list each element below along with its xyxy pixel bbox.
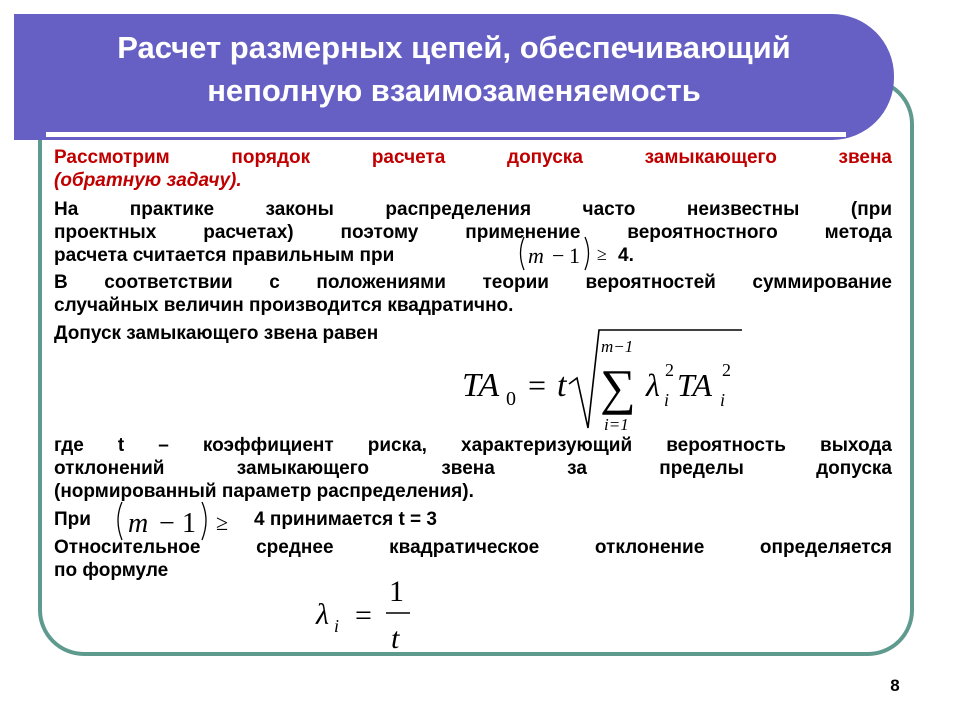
practice-line-2: проектных расчетах) поэтому применение вероятностного метода — [54, 222, 892, 243]
tolerance-label: Допуск замыкающего звена равен — [54, 323, 379, 344]
formula-ta-sub: 0 — [506, 388, 516, 410]
risk-line-2: отклонений замыкающего звена за пределы допуска — [54, 458, 892, 479]
practice-line-1: На практике законы распределения часто неизвестны (при — [54, 199, 892, 220]
formula-lambda: λ — [646, 367, 660, 403]
practice-line-3: расчета считается правильным при — [54, 245, 395, 266]
theory-line-1: В соответствии с положениями теории вероятностей суммирование — [54, 272, 892, 293]
formula3-den: t — [391, 622, 400, 655]
sum-symbol: ∑ — [600, 359, 636, 415]
theory-line-2: случайных величин производится квадратично. — [54, 295, 514, 316]
formula2-one: 1 — [182, 508, 196, 539]
formula2-minus: − — [159, 508, 175, 539]
ta-sup: 2 — [722, 360, 731, 380]
formula2-geq: ≥ — [216, 510, 229, 535]
formula3-equals: = — [355, 599, 372, 632]
formula-m: m — [528, 243, 544, 268]
condition-formula — [512, 234, 612, 274]
page-number: 8 — [890, 676, 900, 695]
slide-title-line-1: Расчет размерных цепей, обеспечивающий — [117, 30, 791, 65]
tolerance-formula — [456, 324, 756, 440]
lambda-sup: 2 — [665, 360, 674, 380]
title-underline — [46, 132, 846, 137]
slide-title — [14, 26, 894, 112]
formula-minus: − — [552, 243, 565, 268]
ta-sub: i — [720, 390, 726, 410]
formula-equals: = — [528, 367, 547, 403]
sum-lower-limit: i=1 — [604, 415, 629, 434]
formula-ta: TA — [462, 367, 500, 404]
slide-title-line-2: неполную взаимозаменяемость — [207, 73, 701, 108]
formula3-lambda: λ — [316, 598, 329, 631]
relative-line-2: по формуле — [54, 560, 169, 581]
formula-one: 1 — [569, 243, 580, 268]
risk-line-3: (нормированный параметр распределения). — [54, 481, 474, 502]
formula2-m: m — [128, 508, 149, 539]
when-label: При — [54, 509, 91, 530]
formula-geq: ≥ — [597, 244, 607, 264]
formula3-sub: i — [334, 616, 340, 636]
formula-t: t — [557, 367, 567, 404]
relative-line-1: Относительное среднее квадратическое отклонение определяется — [54, 537, 892, 558]
practice-end: 4. — [618, 245, 634, 266]
formula-ta-i: TA — [677, 367, 712, 403]
lambda-sub: i — [664, 390, 670, 410]
intro-line-2: (обратную задачу). — [54, 170, 242, 191]
risk-line-1: где t – коэффициент риска, характеризующий вероятность выхода — [54, 435, 892, 456]
formula3-num: 1 — [389, 575, 404, 608]
lambda-formula — [312, 570, 422, 656]
sum-upper-limit: m−1 — [601, 337, 634, 356]
when-end: 4 принимается t = 3 — [254, 509, 437, 530]
intro-line-1: Рассмотрим порядок расчета допуска замыкающего звена — [54, 147, 892, 168]
